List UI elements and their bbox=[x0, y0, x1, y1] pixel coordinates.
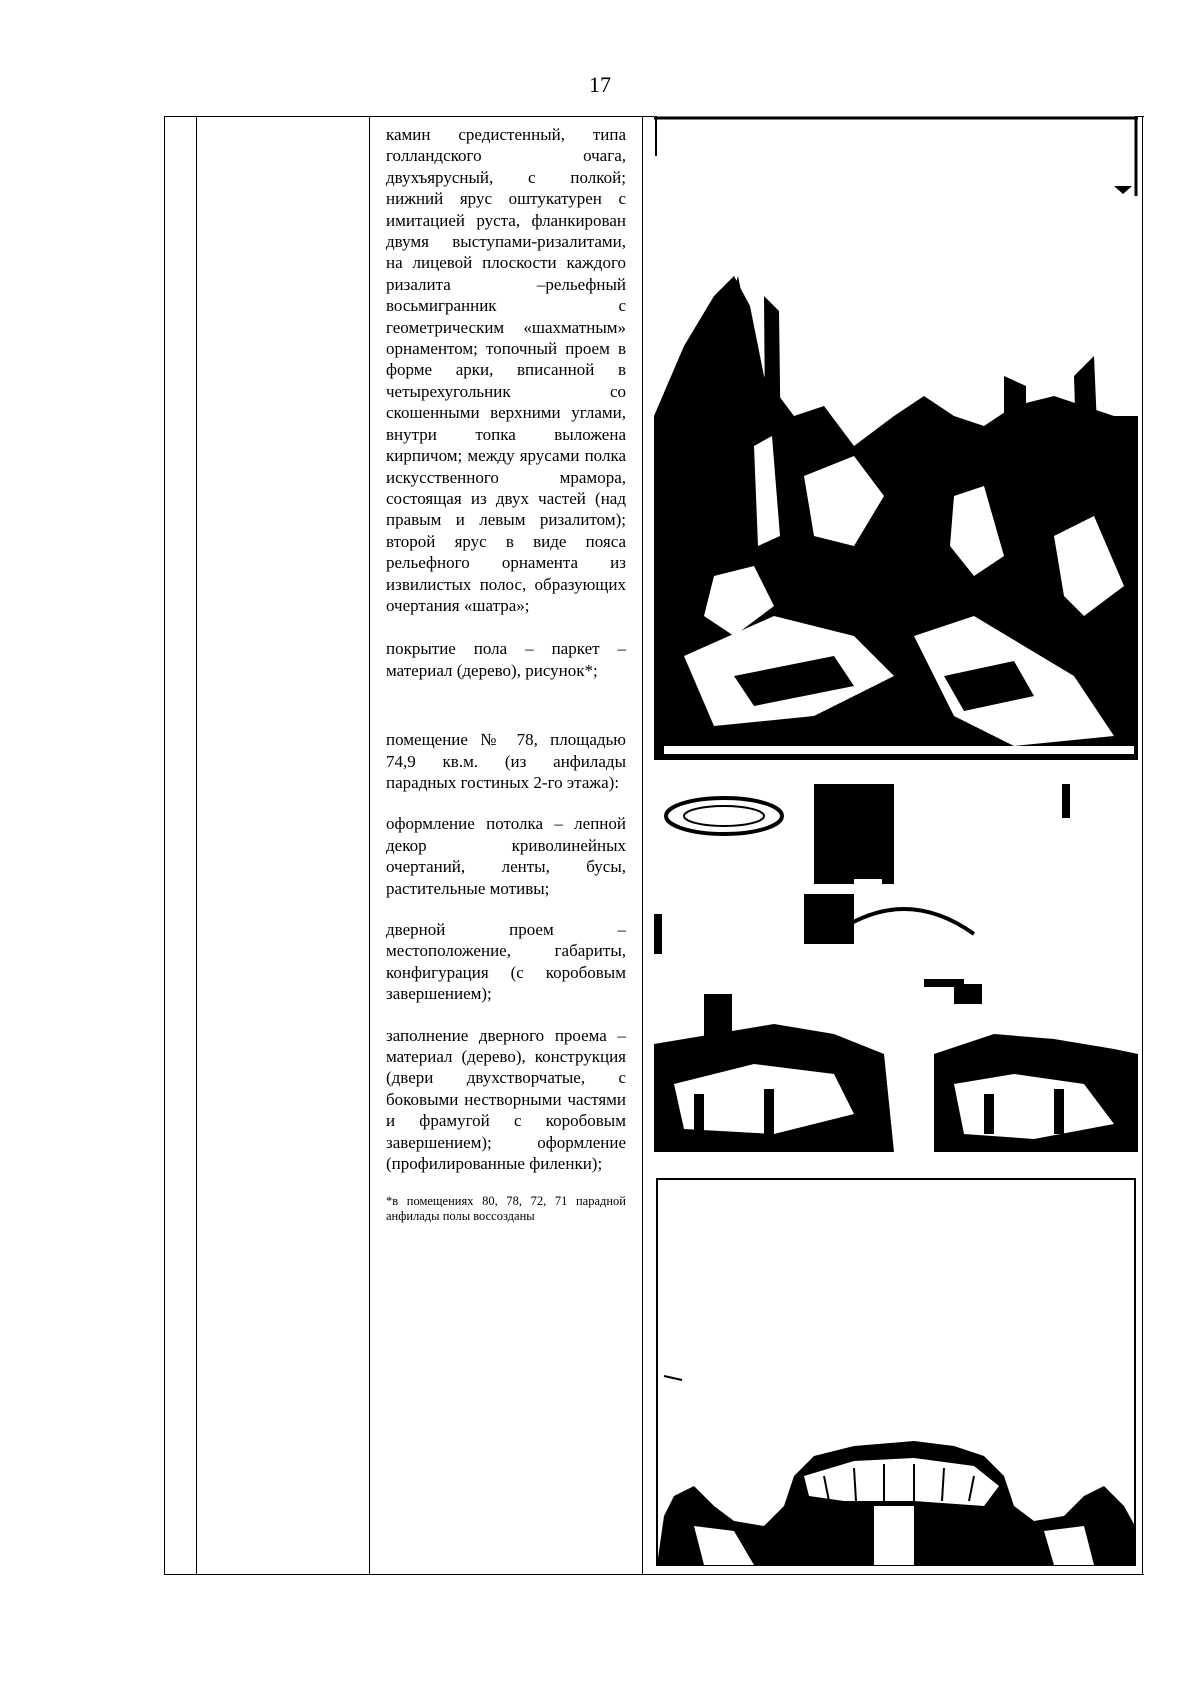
ceiling-photo bbox=[654, 784, 1138, 1152]
doorway-photo bbox=[654, 1176, 1138, 1568]
column-border-left bbox=[164, 116, 165, 1575]
paragraph-floor: покрытие пола – паркет – материал (дерево), рисунок*; bbox=[386, 639, 626, 680]
footnote: *в помещениях 80, 78, 72, 71 парадной анфилады полы воссозданы bbox=[386, 1194, 626, 1224]
column-border-1 bbox=[196, 116, 197, 1575]
column-border-right bbox=[1142, 116, 1143, 1575]
column-border-2 bbox=[369, 116, 370, 1575]
description-column bbox=[386, 124, 626, 1224]
page-number: 17 bbox=[589, 72, 611, 97]
column-border-3 bbox=[642, 116, 643, 1575]
paragraph-doorway: дверной проем – местоположение, габариты, конфигурация (с коробовым завершением); bbox=[386, 920, 626, 1004]
table-bottom-border bbox=[164, 1574, 1144, 1575]
paragraph-room-78: помещение № 78, площадью 74,9 кв.м. (из анфилады парадных гостиных 2-го этажа): bbox=[386, 730, 626, 792]
content-table bbox=[164, 116, 1144, 1575]
paragraph-fireplace: камин средистенный, типа голландского очага, двухъярусный, с полкой; нижний ярус оштукатурен с имитацией руста, фланкирован двумя выступами-ризалитами, на лицевой плоскости каждого ризалита –рельефный восьмигранник с геометрическим «шахматным» орнаментом; топочный проем в форме арки, вписанной в четырехугольник со скошенными верхними углами, внутри топка выложена кирпичом; между ярусами полка искусственного мрамора, состоящая из двух частей (над правым и левым ризалитом); второй ярус в виде пояса рельефного орнамента из извилистых полос, образующих очертания «шатра»; bbox=[386, 125, 626, 615]
paragraph-door-filling: заполнение дверного проема – материал (дерево), конструкция (двери двухстворчатые, с боковыми нестворными частями и фрамугой с коробовым завершением); оформление (профилированные филенки); bbox=[386, 1025, 626, 1174]
fireplace-photo bbox=[654, 116, 1138, 760]
paragraph-ceiling: оформление потолка – лепной декор криволинейных очертаний, ленты, бусы, растительные мотивы; bbox=[386, 814, 626, 898]
